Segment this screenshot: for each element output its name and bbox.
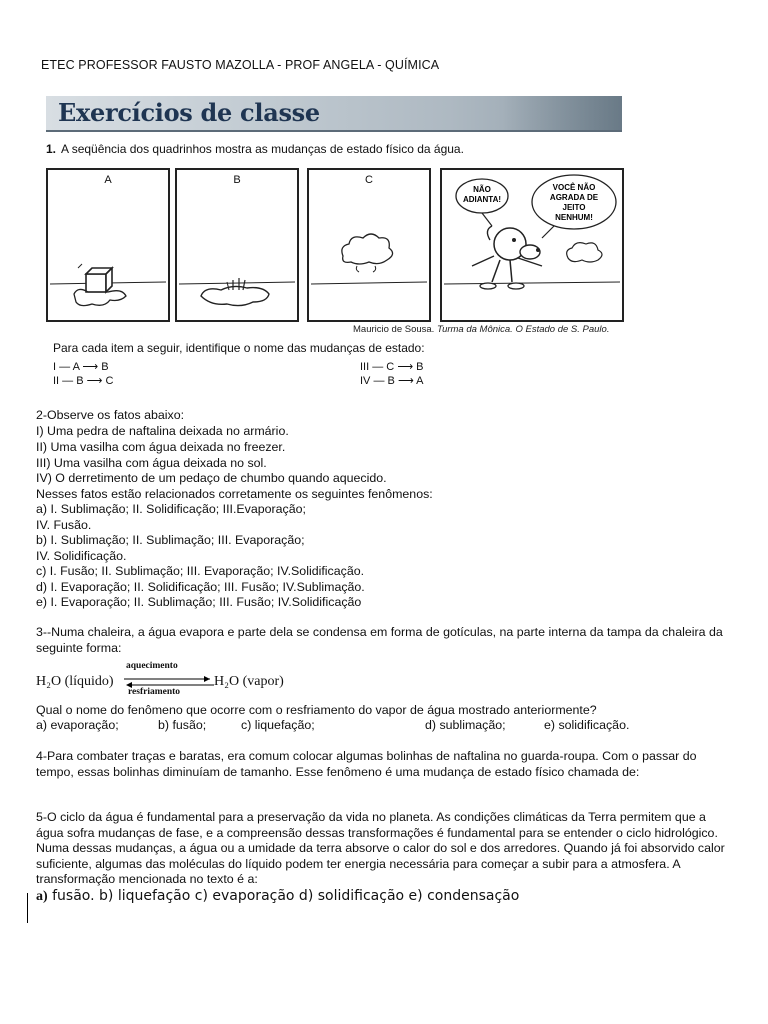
- comic-credit: [353, 324, 609, 335]
- equation-right: H₂O (vapor): [214, 674, 284, 689]
- speech-bubble-left-line-1: NÃO: [473, 185, 491, 194]
- speech-bubble-left-line-2: ADIANTA!: [462, 195, 502, 204]
- transition-pair-4: IV — B ⟶ A: [360, 375, 424, 387]
- q2-line: III) Uma vasilha com água deixada no sol.: [36, 456, 267, 470]
- pair-to: A: [416, 375, 424, 387]
- question-3-ask: Qual o nome do fenômeno que ocorre com o resfriamento do vapor de água mostrado anteriormente?: [36, 703, 597, 717]
- transition-pair-1: I — A ⟶ B: [53, 361, 109, 373]
- comic-panel-a: [46, 168, 170, 322]
- pair-from: B: [387, 375, 395, 387]
- panel-label-a: A: [104, 174, 112, 186]
- speech-bubble-right-line-3: JEITO: [562, 203, 586, 212]
- comic-panel-b: [175, 168, 299, 322]
- q3-option-e: e) solidificação.: [544, 718, 630, 732]
- arrow-right-icon: ⟶: [397, 361, 414, 373]
- equation-heating-label: aquecimento: [126, 661, 178, 671]
- pair-to: B: [416, 361, 424, 373]
- speech-bubble-right-line-2: AGRADA DE: [549, 193, 599, 202]
- q2-option: e) I. Evaporação; II. Sublimação; III. Fusão; IV.Solidificação: [36, 595, 362, 609]
- question-1-text: A seqüência dos quadrinhos mostra as mudanças de estado físico da água.: [61, 142, 464, 156]
- q2-line: II) Uma vasilha com água deixada no freezer.: [36, 440, 286, 454]
- q2-line: IV) O derretimento de um pedaço de chumbo quando aquecido.: [36, 471, 387, 485]
- question-1-prompt: [46, 142, 464, 156]
- chemical-equation: [36, 660, 296, 700]
- banner-title: Exercícios de classe: [58, 98, 320, 127]
- q3-option-d: d) sublimação;: [425, 718, 506, 732]
- comic-panel-character: [440, 168, 624, 322]
- q2-line: I) Uma pedra de naftalina deixada no armário.: [36, 424, 289, 438]
- q3-option-b: b) fusão;: [158, 718, 207, 732]
- pair-to: C: [105, 375, 114, 387]
- q5-options-lead: a): [36, 889, 48, 904]
- equation-cooling-label: resfriamento: [128, 687, 181, 697]
- arrow-right-icon: ⟶: [397, 375, 414, 387]
- q3-option-c: c) liquefação;: [241, 718, 315, 732]
- ice-cube-melting-drawing: [48, 170, 168, 320]
- pair-from: A: [72, 361, 80, 373]
- panel-label-b: B: [233, 174, 241, 186]
- pair-from: B: [76, 375, 84, 387]
- q2-option-cont: IV. Fusão.: [36, 518, 92, 532]
- speech-bubble-right-line-1: VOCÊ NÃO: [552, 183, 596, 192]
- pair-to: B: [101, 361, 109, 373]
- water-puddle-drawing: [177, 170, 297, 320]
- comic-panel-c: [307, 168, 431, 322]
- vapor-cloud-drawing: [309, 170, 429, 320]
- transition-pair-2: II — B ⟶ C: [53, 375, 114, 387]
- pair-number: I: [53, 361, 57, 373]
- section-banner: [46, 96, 622, 132]
- panel-label-c: C: [365, 174, 373, 186]
- equation-left: H₂O (líquido): [36, 674, 114, 689]
- pair-number: III: [360, 361, 370, 373]
- speech-bubble-right-line-4: NENHUM!: [555, 213, 593, 222]
- pair-number: IV: [360, 375, 371, 387]
- q2-line: Nesses fatos estão relacionados corretamente os seguintes fenômenos:: [36, 487, 433, 501]
- q2-option: b) I. Sublimação; II. Sublimação; III. Evaporação;: [36, 533, 305, 547]
- question-1-instruction: Para cada item a seguir, identifique o nome das mudanças de estado:: [53, 341, 425, 355]
- q2-line: 2-Observe os fatos abaixo:: [36, 408, 185, 422]
- question-4-text: 4-Para combater traças e baratas, era comum colocar algumas bolinhas de naftalina no guarda-roupa. Com o passar do tempo, essas bolinhas diminuíam de tamanho. Esse fenômeno é uma mudança de estado físico chamada de:: [36, 749, 697, 779]
- q3-option-a: a) evaporação;: [36, 718, 119, 732]
- document-header: ETEC PROFESSOR FAUSTO MAZOLLA - PROF ANGELA - QUÍMICA: [41, 58, 440, 72]
- cartoon-scene-drawing: [442, 170, 622, 320]
- pair-number: II: [53, 375, 60, 387]
- pair-from: C: [386, 361, 395, 373]
- credit-author: Mauricio de Sousa.: [353, 324, 435, 335]
- credit-work: Turma da Mônica. O Estado de S. Paulo.: [436, 324, 610, 335]
- question-5-text: 5-O ciclo da água é fundamental para a preservação da vida no planeta. As condições climáticas da Terra permitem que a água sofra mudanças de fase, e a compreensão dessas transformações é fundamental para se entender o ciclo hidrológico. Numa dessas mudanças, a água ou a umidade da terra absorve o calor do sol e dos arredores. Quando já foi absorvido calor suficiente, algumas das moléculas do líquido podem ter energia necessária para começar a subir para a atmosfera. A transformação mencionada no texto é a:: [36, 810, 725, 887]
- arrow-right-icon: ⟶: [86, 375, 103, 387]
- question-1-number: 1.: [46, 142, 57, 156]
- q2-option: c) I. Fusão; II. Sublimação; III. Evaporação; IV.Solidificação.: [36, 564, 365, 578]
- question-5-options: [36, 888, 519, 905]
- q2-option-cont: IV. Solidificação.: [36, 549, 127, 563]
- q2-option: a) I. Sublimação; II. Solidificação; III.Evaporação;: [36, 502, 306, 516]
- q2-option: d) I. Evaporação; II. Solidificação; III. Fusão; IV.Sublimação.: [36, 580, 365, 594]
- arrow-right-icon: ⟶: [82, 361, 99, 373]
- q5-options-text: fusão. b) liquefação c) evaporação d) solidificação e) condensação: [52, 888, 520, 904]
- transition-pair-3: III — C ⟶ B: [360, 361, 424, 373]
- text-cursor-bar: [27, 893, 28, 923]
- question-3-text: 3--Numa chaleira, a água evapora e parte dela se condensa em forma de gotículas, na parte interna da tampa da chaleira da seguinte forma:: [36, 625, 723, 655]
